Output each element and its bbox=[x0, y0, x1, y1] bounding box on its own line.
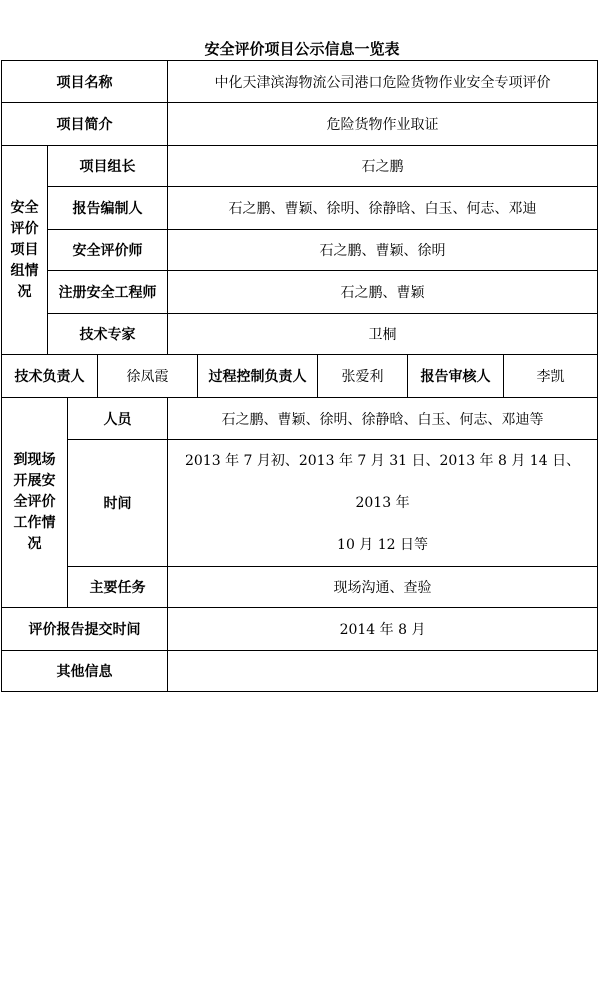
evaluators-label: 安全评价师 bbox=[48, 230, 168, 271]
row-responsible bbox=[2, 355, 598, 398]
onsite-group-label: 到现场 开展安 全评价 工作情 况 bbox=[2, 398, 68, 608]
tech-lead-value: 徐凤霞 bbox=[98, 355, 198, 398]
onsite-people-label: 人员 bbox=[68, 398, 168, 440]
row-onsite-time bbox=[2, 440, 598, 567]
evaluators-value: 石之鹏、曹颖、徐明 bbox=[168, 230, 598, 271]
row-submit-time bbox=[2, 608, 598, 651]
project-summary-label: 项目简介 bbox=[2, 103, 168, 146]
onsite-tasks-label: 主要任务 bbox=[68, 567, 168, 608]
other-info-value bbox=[168, 651, 598, 692]
process-control-value: 张爱利 bbox=[318, 355, 408, 398]
project-leader-value: 石之鹏 bbox=[168, 146, 598, 187]
project-name-value: 中化天津滨海物流公司港口危险货物作业安全专项评价 bbox=[168, 61, 598, 103]
submit-time-label: 评价报告提交时间 bbox=[2, 608, 168, 651]
submit-time-value: 2014 年 8 月 bbox=[168, 608, 598, 651]
row-project-name bbox=[2, 61, 598, 103]
reviewer-value: 李凯 bbox=[504, 355, 598, 398]
project-name-label: 项目名称 bbox=[2, 61, 168, 103]
row-onsite-tasks bbox=[2, 567, 598, 608]
onsite-tasks-value: 现场沟通、查验 bbox=[168, 567, 598, 608]
tech-lead-label: 技术负责人 bbox=[2, 355, 98, 398]
onsite-time-value: 2013 年 7 月初、2013 年 7 月 31 日、2013 年 8 月 14 日、2013 年 10 月 12 日等 bbox=[168, 440, 598, 567]
team-group-label: 安全 评价 项目 组情 况 bbox=[2, 146, 48, 355]
onsite-people-value: 石之鹏、曹颖、徐明、徐静晗、白玉、何志、邓迪等 bbox=[168, 398, 598, 440]
project-leader-label: 项目组长 bbox=[48, 146, 168, 187]
experts-value: 卫桐 bbox=[168, 314, 598, 355]
report-authors-label: 报告编制人 bbox=[48, 187, 168, 230]
onsite-time-label: 时间 bbox=[68, 440, 168, 567]
process-control-label: 过程控制负责人 bbox=[198, 355, 318, 398]
row-evaluators bbox=[2, 230, 598, 271]
row-experts bbox=[2, 314, 598, 355]
info-table bbox=[1, 60, 598, 692]
engineers-label: 注册安全工程师 bbox=[48, 271, 168, 314]
row-project-summary bbox=[2, 103, 598, 146]
row-onsite-people bbox=[2, 398, 598, 440]
reviewer-label: 报告审核人 bbox=[408, 355, 504, 398]
row-engineers bbox=[2, 271, 598, 314]
other-info-label: 其他信息 bbox=[2, 651, 168, 692]
row-report-authors bbox=[2, 187, 598, 230]
row-project-leader bbox=[2, 146, 598, 187]
report-authors-value: 石之鹏、曹颖、徐明、徐静晗、白玉、何志、邓迪 bbox=[168, 187, 598, 230]
project-summary-value: 危险货物作业取证 bbox=[168, 103, 598, 146]
page-title: 安全评价项目公示信息一览表 bbox=[204, 40, 400, 58]
row-other-info bbox=[2, 651, 598, 692]
experts-label: 技术专家 bbox=[48, 314, 168, 355]
engineers-value: 石之鹏、曹颖 bbox=[168, 271, 598, 314]
